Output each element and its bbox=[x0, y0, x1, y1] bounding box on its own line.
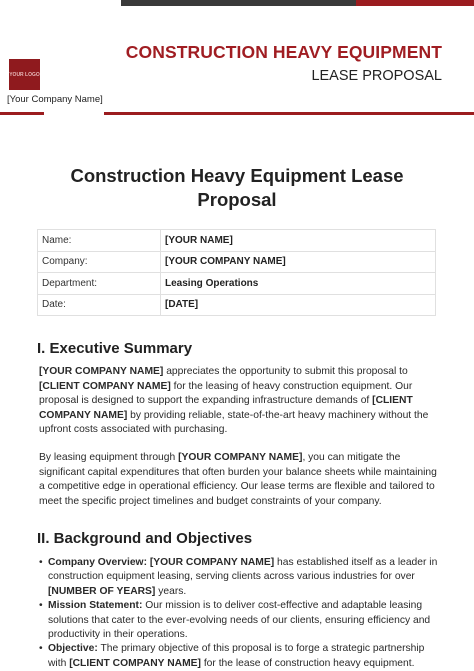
body-text: appreciates the opportunity to submit this proposal to bbox=[163, 366, 408, 377]
header-divider-left bbox=[0, 112, 44, 115]
executive-summary-paragraph-1 bbox=[39, 365, 439, 438]
info-value: [DATE] bbox=[161, 294, 436, 316]
list-item bbox=[39, 556, 439, 599]
info-label: Company: bbox=[38, 251, 161, 273]
header-title: CONSTRUCTION HEAVY EQUIPMENT bbox=[125, 42, 442, 62]
bold-text: [NUMBER OF YEARS] bbox=[48, 585, 156, 597]
body-text: Our mission is to deliver cost-effective and adaptable leasing solutions that cater to the ever-evolving needs of our clients, ensuring efficiency and productivity in their operations. bbox=[48, 600, 431, 641]
table-row bbox=[38, 230, 436, 252]
bold-text: Mission Statement: bbox=[48, 600, 143, 612]
body-text: by providing reliable, state-of-the-art heavy machinery without the upfront costs associated with purchasing. bbox=[39, 409, 429, 436]
list-item bbox=[39, 642, 439, 671]
body-text: The primary objective of this proposal is to forge a strategic partnership with bbox=[48, 643, 425, 669]
bold-text: [YOUR COMPANY NAME] bbox=[39, 366, 164, 377]
section-heading-background: II. Background and Objectives bbox=[37, 530, 253, 547]
info-value: [YOUR COMPANY NAME] bbox=[161, 251, 436, 273]
table-row bbox=[38, 273, 436, 295]
company-name-tag: [Your Company Name] bbox=[7, 94, 103, 105]
body-text: years. bbox=[155, 585, 187, 597]
body-text: By leasing equipment through bbox=[39, 452, 179, 463]
body-text: for the leasing of heavy construction equipment. Our proposal is designed to support the expanding infrastructure demands of bbox=[39, 380, 413, 407]
body-text: for the lease of construction heavy equipment. bbox=[200, 657, 415, 669]
bold-text: [CLIENT COMPANY NAME] bbox=[39, 380, 171, 392]
section-heading-executive-summary: I. Executive Summary bbox=[37, 340, 193, 357]
info-label: Name: bbox=[38, 230, 161, 252]
list-item bbox=[39, 599, 439, 642]
company-logo bbox=[9, 59, 40, 90]
bold-text: Company Overview: [YOUR COMPANY NAME] bbox=[48, 557, 275, 568]
body-text: has established itself as a leader in construction equipment leasing, serving clients across various industries for over bbox=[48, 557, 438, 583]
body-text: , you can mitigate the significant capital expenditures that often burden your balance sheets while maintaining a competitive edge in operational efficiency. Our lease terms are flexible and tailored to meet the specific project timelines and budget constraints of your company. bbox=[39, 452, 437, 507]
bold-text: [CLIENT COMPANY NAME] bbox=[39, 395, 413, 421]
info-value: Leasing Operations bbox=[161, 273, 436, 295]
info-table bbox=[37, 229, 436, 316]
document-title: Construction Heavy Equipment Lease Proposal bbox=[70, 165, 404, 210]
table-row bbox=[38, 251, 436, 273]
header-divider-right bbox=[104, 112, 474, 115]
table-row bbox=[38, 294, 436, 316]
background-bullet-list bbox=[39, 556, 439, 671]
header-subtitle: LEASE PROPOSAL bbox=[311, 68, 442, 84]
top-accent-bar-red bbox=[356, 0, 474, 6]
info-value: [YOUR NAME] bbox=[161, 230, 436, 252]
info-label: Date: bbox=[38, 294, 161, 316]
bold-text: [CLIENT COMPANY NAME] bbox=[69, 657, 201, 669]
executive-summary-paragraph-2 bbox=[39, 451, 439, 509]
bold-text: [YOUR COMPANY NAME] bbox=[178, 452, 303, 463]
logo-text: YOUR LOGO bbox=[9, 71, 40, 78]
info-label: Department: bbox=[38, 273, 161, 295]
bold-text: Objective: bbox=[48, 643, 98, 655]
